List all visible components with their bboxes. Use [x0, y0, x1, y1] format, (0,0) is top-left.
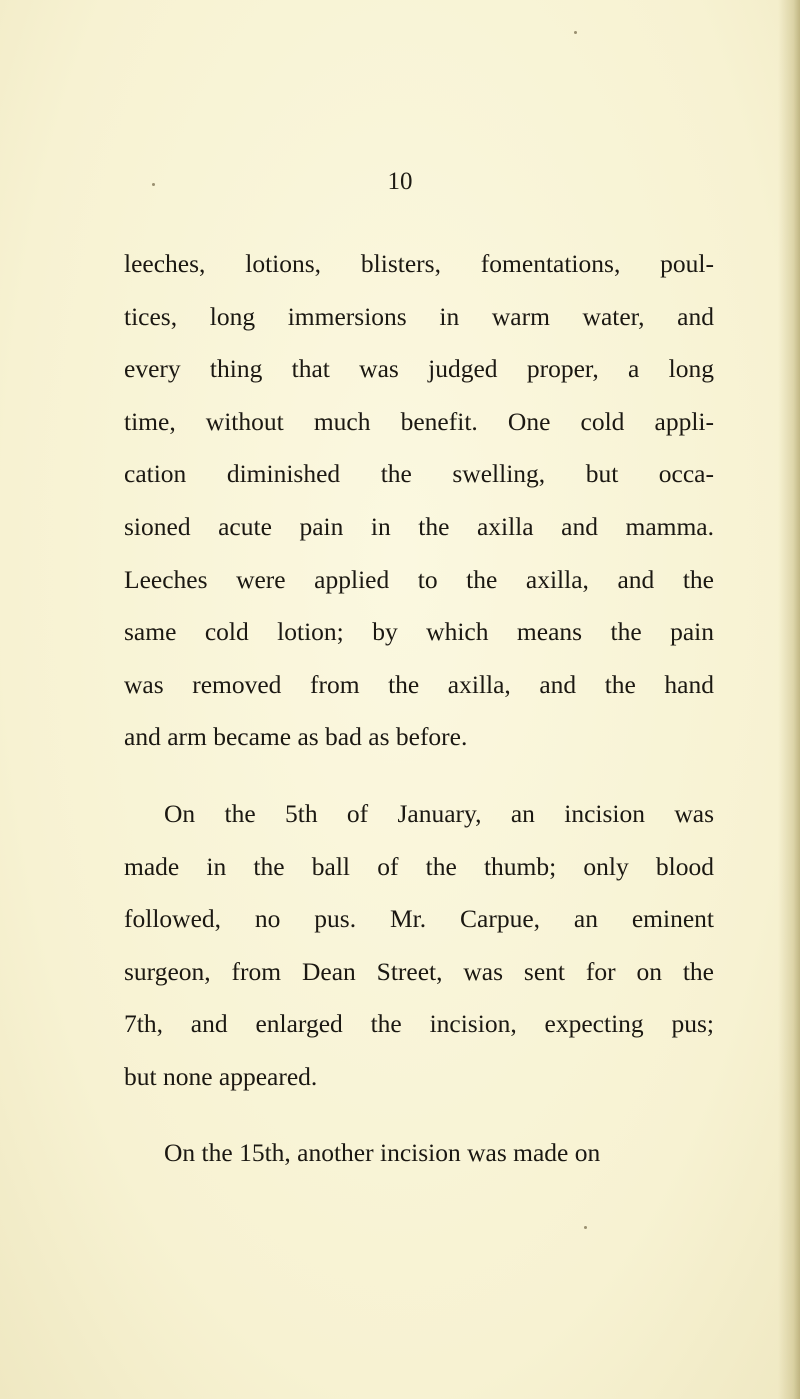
- text-line: surgeon, from Dean Street, was sent for on the: [124, 956, 714, 986]
- page-number: 10: [387, 168, 413, 195]
- text-line: every thing that was judged proper, a long: [124, 354, 714, 384]
- text-line: leeches, lotions, blisters, fomentations, poul-: [124, 249, 714, 278]
- text-line: made in the ball of the thumb; only blood: [124, 851, 714, 881]
- text-line: followed, no pus. Mr. Carpue, an eminent: [124, 904, 714, 934]
- text-line: time, without much benefit. One cold appli-: [124, 406, 714, 436]
- paragraph: [124, 238, 714, 764]
- text-line: On the 5th of January, an incision was: [164, 799, 714, 828]
- text-line: 7th, and enlarged the incision, expecting pus;: [124, 1009, 714, 1039]
- paragraph: [124, 1127, 714, 1180]
- text-line: same cold lotion; by which means the pain: [124, 617, 714, 647]
- paper-speck: [584, 1226, 587, 1229]
- text-line: and arm became as bad as before.: [124, 722, 468, 752]
- text-line: sioned acute pain in the axilla and mamma.: [124, 511, 714, 541]
- text-line: was removed from the axilla, and the hand: [124, 669, 714, 699]
- text-line: On the 15th, another incision was made on: [164, 1138, 601, 1167]
- text-line: tices, long immersions in warm water, and: [124, 301, 714, 331]
- paragraph: [124, 788, 714, 1104]
- text-line: but none appeared.: [124, 1061, 318, 1091]
- text-line: cation diminished the swelling, but occa-: [124, 459, 714, 489]
- text-line: Leeches were applied to the axilla, and the: [124, 564, 714, 594]
- page-edge-shadow: [778, 0, 800, 1399]
- paper-speck: [574, 31, 577, 34]
